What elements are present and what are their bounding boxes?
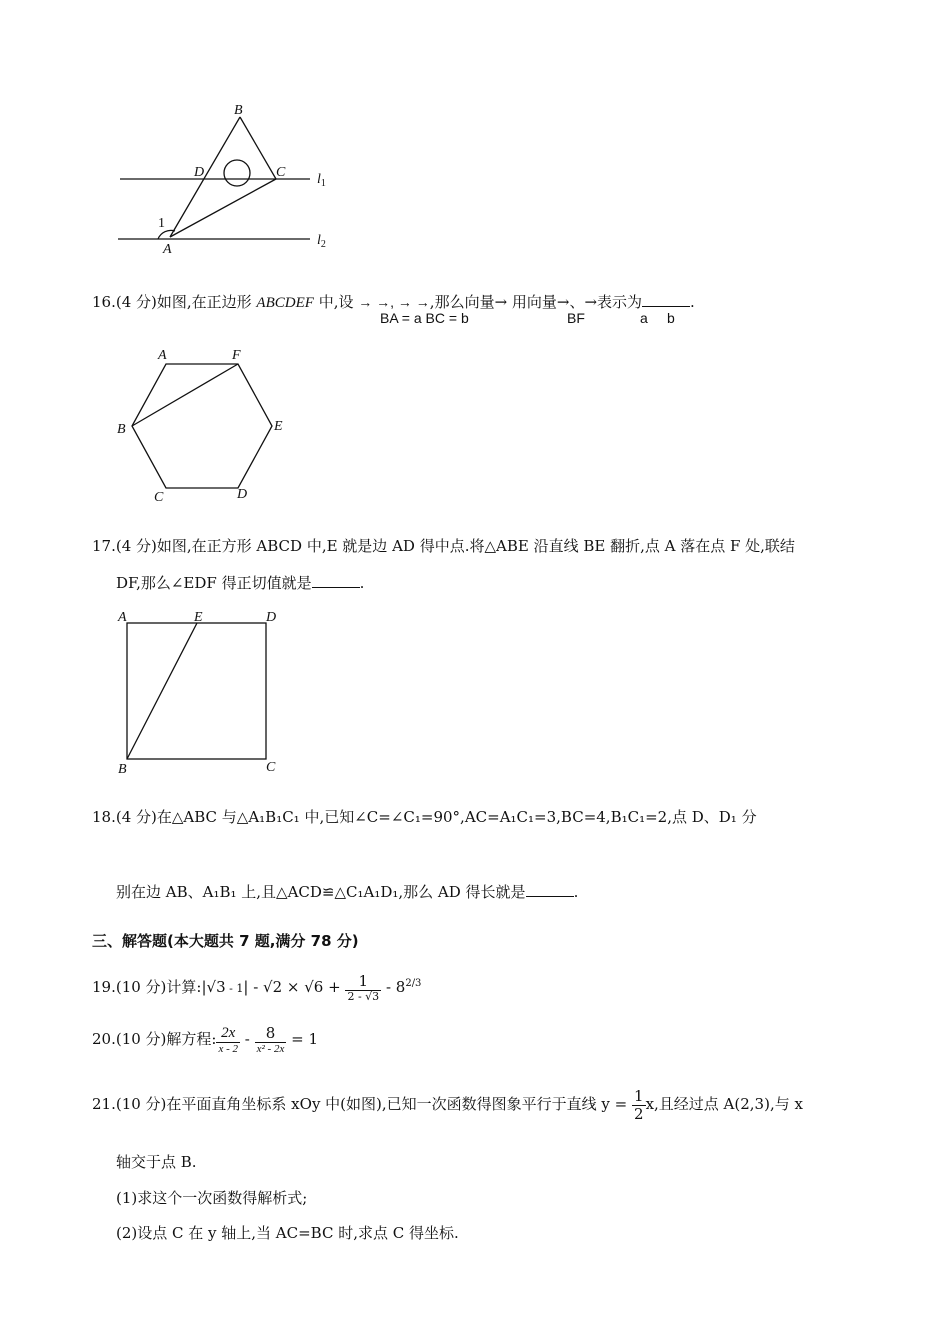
question-21-line1: 21.(10 分)在平面直角坐标系 xOy 中(如图),已知一次函数得图象平行于直线 y = $\frac{1}{2}$ x,且经过点 A(2,3),与 x <box>92 1087 803 1123</box>
label-E: E <box>274 419 283 434</box>
label-l1: $l_1$ <box>317 172 326 189</box>
q16-vector-defs: BA = a BC = b <box>380 310 469 326</box>
segment-BE <box>127 623 197 759</box>
label-D: D <box>266 610 277 625</box>
section-3-heading: 三、解答题(本大题共 7 题,满分 78 分) <box>92 932 359 950</box>
label-l2: $l_2$ <box>317 233 326 250</box>
question-19: 19.(10 分)计算:|√3 - 1| - √2 × √6 + $\frac{1}{2 - √3}$ - $8^{2/3}$ <box>92 972 422 1003</box>
segment-BF <box>132 364 238 426</box>
q21-fraction: $\frac{1}{2}$ <box>634 1087 644 1123</box>
label-1: 1 <box>158 216 165 231</box>
question-17-line1: 17.(4 分)如图,在正方形 ABCD 中,E 就是边 AD 得中点.将△ABE 沿直线 BE 翻折,点 A 落在点 F 处,联结 <box>92 537 795 555</box>
figure-16-hexagon <box>108 342 298 507</box>
q16-vector-bf: BF <box>567 310 585 326</box>
q16-text-prefix: 16.(4 分)如图,在正边形 <box>92 293 257 311</box>
q16-period: . <box>690 293 695 311</box>
q20-fraction-2: $\frac{8}{\text{x² - 2x}}$ <box>256 1024 285 1055</box>
question-18-line2: 别在边 AB、A₁B₁ 上,且△ACD≌△C₁A₁D₁,那么 AD 得长就是 . <box>116 883 579 901</box>
label-A: A <box>118 610 127 625</box>
segment-AC <box>170 179 276 237</box>
question-20: 20.(10 分)解方程: $\frac{2x}{x - 2}$ - $\frac{8}{\text{x² - 2x}}$ = 1 <box>92 1024 319 1055</box>
question-21-part2: (2)设点 C 在 y 轴上,当 AC=BC 时,求点 C 得坐标. <box>116 1224 459 1242</box>
q16-vector-b: b <box>667 310 675 326</box>
q16-vector-subline <box>380 310 469 326</box>
label-F: F <box>232 348 241 363</box>
label-E: E <box>194 610 203 625</box>
q19-fraction: $\frac{1}{2 - √3}$ <box>347 972 380 1003</box>
label-B: B <box>118 762 127 777</box>
q16-shape: ABCDEF <box>256 295 314 311</box>
hexagon-ABCDEF <box>132 364 272 488</box>
figure-15-parallel-lines-triangle <box>100 95 360 260</box>
question-17-line2: DF,那么∠EDF 得正切值就是 . <box>116 574 365 592</box>
label-D: D <box>237 487 248 502</box>
q16-vector-a: a <box>640 310 648 326</box>
label-A: A <box>158 348 167 363</box>
q16-text-mid: 中,设 <box>313 293 359 311</box>
q16-text-tail: ,那么向量→ 用向量→、→表示为 <box>429 293 643 311</box>
question-21-part1: (1)求这个一次函数得解析式; <box>116 1189 308 1207</box>
question-16 <box>92 291 695 312</box>
figure-17-square <box>110 603 290 778</box>
q18-answer-blank <box>526 884 574 897</box>
question-18-line1: 18.(4 分)在△ABC 与△A₁B₁C₁ 中,已知∠C=∠C₁=90°,AC=A₁C₁=3,BC=4,B₁C₁=2,点 D、D₁ 分 <box>92 808 757 826</box>
label-B: B <box>234 103 243 118</box>
q16-answer-blank <box>642 294 690 307</box>
question-21-line2: 轴交于点 B. <box>116 1153 197 1171</box>
q20-fraction-1: $\frac{2x}{x - 2}$ <box>218 1025 239 1055</box>
q16-arrows: → →, → → <box>358 294 430 310</box>
label-B: B <box>117 422 126 437</box>
q17-answer-blank <box>312 575 360 588</box>
square-ABCD <box>127 623 266 759</box>
label-D: D <box>194 165 205 180</box>
angle-arc-circle <box>224 160 250 186</box>
segment-BC <box>240 117 276 179</box>
segment-AB <box>170 117 240 237</box>
label-C: C <box>154 490 164 505</box>
label-A: A <box>163 242 172 257</box>
label-C: C <box>276 165 286 180</box>
label-C: C <box>266 760 276 775</box>
